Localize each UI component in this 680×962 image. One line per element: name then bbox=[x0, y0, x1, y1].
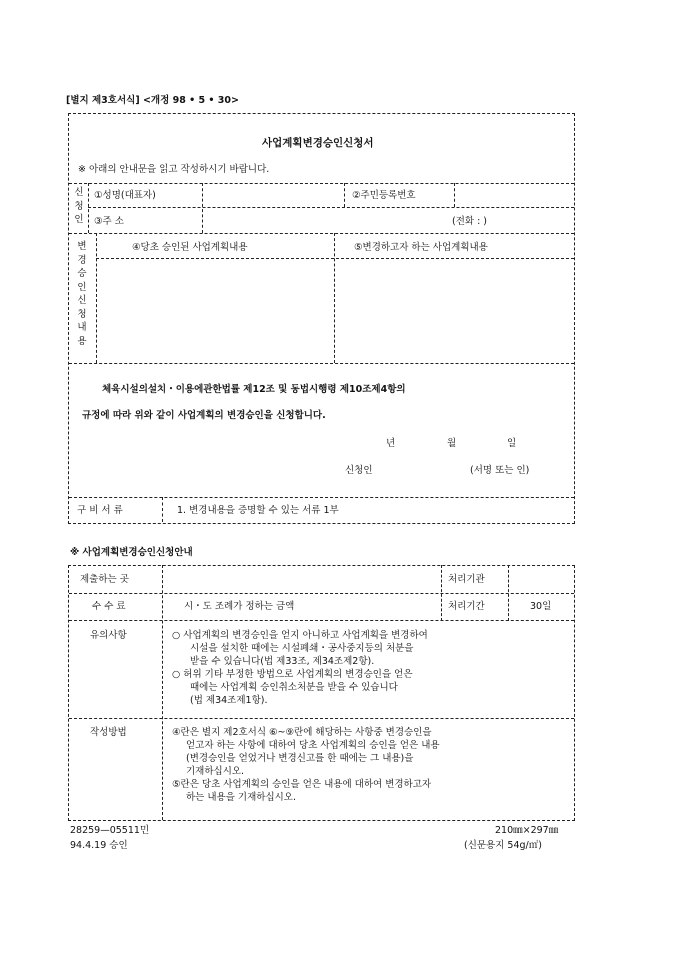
registration-number-field[interactable] bbox=[458, 186, 570, 205]
footer-approval: 94.4.19 승인 bbox=[70, 840, 128, 851]
divider bbox=[96, 258, 574, 259]
divider bbox=[88, 183, 89, 233]
method-line: (변경승인을 얻었거나 변경신고를 한 때에는 그 내용)을 bbox=[186, 753, 414, 764]
divider bbox=[69, 363, 574, 364]
period-label: 처리기간 bbox=[448, 601, 485, 612]
divider bbox=[202, 183, 203, 233]
divider bbox=[96, 233, 97, 363]
divider bbox=[69, 718, 574, 719]
divider bbox=[69, 497, 574, 498]
fee-value: 시・도 조례가 정하는 금액 bbox=[184, 601, 295, 612]
caution-line: 시설을 설치한 때에는 시설폐쇄・공사중지등의 처분을 bbox=[190, 643, 414, 654]
original-plan-field[interactable] bbox=[100, 262, 330, 360]
fee-label: 수 수 료 bbox=[92, 601, 126, 612]
period-value: 30일 bbox=[530, 601, 552, 612]
form-title: 사업계획변경승인신청서 bbox=[262, 137, 374, 149]
changed-plan-field[interactable] bbox=[338, 262, 570, 360]
footer-size: 210㎜×297㎜ bbox=[495, 825, 559, 836]
method-line: 얻고자 하는 사항에 대하여 당초 사업계획의 승인을 얻은 내용 bbox=[186, 740, 440, 751]
form-notice: ※ 아래의 안내문을 읽고 작성하시기 바랍니다. bbox=[78, 164, 270, 175]
name-label: ①성명(대표자) bbox=[94, 190, 156, 201]
divider bbox=[162, 497, 163, 522]
applicant-signature-label: 신청인 bbox=[345, 465, 373, 476]
divider bbox=[69, 183, 574, 184]
phone-label: (전화 : ) bbox=[452, 216, 488, 227]
method-line: ④란은 별지 제2호서식 ⑥~⑨란에 해당하는 사항중 변경승인을 bbox=[172, 727, 432, 738]
divider bbox=[69, 233, 574, 234]
method-line: 하는 내용을 기재하십시오. bbox=[186, 792, 297, 803]
footer-code: 28259—05511민 bbox=[70, 825, 150, 836]
caution-line: ○ 사업계획의 변경승인을 얻지 아니하고 사업계획을 변경하여 bbox=[172, 630, 428, 641]
required-docs-value: 1. 변경내용을 증명할 수 있는 서류 1부 bbox=[177, 505, 339, 516]
divider bbox=[508, 565, 509, 621]
divider bbox=[344, 183, 345, 207]
method-line: ⑤란은 당초 사업계획의 승인을 얻은 내용에 대하여 변경하고자 bbox=[172, 779, 432, 790]
name-field[interactable] bbox=[206, 186, 340, 205]
signature-field[interactable] bbox=[385, 461, 465, 479]
required-docs-label: 구 비 서 류 bbox=[77, 505, 123, 516]
address-field[interactable] bbox=[206, 210, 446, 230]
method-line: 기재하십시오. bbox=[186, 766, 245, 777]
divider bbox=[88, 207, 574, 208]
caution-label: 유의사항 bbox=[90, 630, 127, 641]
applicant-label: 신 청 인 bbox=[74, 187, 84, 225]
caution-line: ○ 허위 기타 부정한 방법으로 사업계획의 변경승인을 얻은 bbox=[172, 669, 413, 680]
address-label: ③주 소 bbox=[94, 216, 124, 227]
divider bbox=[69, 620, 574, 621]
original-plan-header: ④당초 승인된 사업계획내용 bbox=[132, 242, 248, 253]
submit-to-label: 제출하는 곳 bbox=[80, 574, 129, 585]
divider bbox=[69, 593, 574, 594]
caution-line: 받을 수 있습니다(법 제33조, 제34조제2항). bbox=[190, 656, 375, 667]
caution-line: 때에는 사업계획 승인취소처분을 받을 수 있습니다 bbox=[190, 682, 398, 693]
divider bbox=[441, 565, 442, 621]
divider bbox=[334, 233, 335, 363]
changed-plan-header: ⑤변경하고자 하는 사업계획내용 bbox=[354, 242, 488, 253]
footer-paper: (신문용지 54g/㎡) bbox=[464, 840, 542, 851]
registration-number-label: ②주민등록번호 bbox=[352, 190, 416, 201]
agency-label: 처리기관 bbox=[448, 574, 485, 585]
statement-line2: 규정에 따라 위와 같이 사업계획의 변경승인을 신청합니다. bbox=[82, 410, 326, 421]
divider bbox=[454, 183, 455, 207]
change-request-label: 변 경 승 인 신 청 내 용 bbox=[77, 241, 87, 347]
caution-line: (법 제34조제1항). bbox=[190, 695, 268, 706]
statement-line1: 체육시설의설치・이용에관한법률 제12조 및 동법시행령 제10조제4항의 bbox=[102, 384, 406, 395]
date-day: 일 bbox=[507, 438, 517, 449]
guide-title: ※ 사업계획변경승인신청안내 bbox=[70, 547, 193, 558]
date-year: 년 bbox=[386, 438, 396, 449]
divider bbox=[162, 565, 163, 820]
date-month: 월 bbox=[447, 438, 457, 449]
sign-note: (서명 또는 인) bbox=[470, 465, 530, 476]
method-label: 작성방법 bbox=[90, 727, 127, 738]
form-header: [별지 제3호서식] <개정 98 • 5 • 30> bbox=[66, 95, 239, 106]
